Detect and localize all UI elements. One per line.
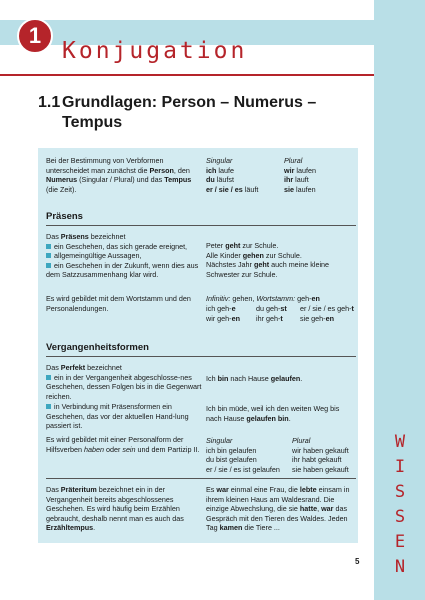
perfekt-row: wir haben gekauft (292, 445, 349, 455)
praeteritum-example: Es war einmal eine Frau, die lebte einsam in ihrem kleinen Haus am Waldesrand. Die einzige Abwechslung, die sie hatte, war das Gespräch mit den Tieren des Waldes. Jeden Tag kamen die Tiere ... (206, 485, 350, 533)
perfekt-intro: Das Perfekt bezeichnet (46, 363, 122, 372)
chapter-number-badge: 1 (17, 18, 53, 54)
perfekt-row: er / sie / es ist gelaufen (206, 464, 280, 474)
intro-row: er / sie / es läuft (206, 184, 259, 194)
page-number: 5 (355, 557, 360, 566)
praesens-form: ihr geh-t (256, 313, 283, 323)
praesens-form: ich geh-e (206, 304, 236, 313)
chapter-rule (0, 74, 374, 76)
side-letter: I (394, 457, 406, 477)
perfekt-singular-label: Singular (206, 436, 233, 445)
intro-text: Bei der Bestimmung von Verbformen unterscheidet man zunächst die Person, den Numerus (Singular / Plural) und das Tempus (die Zeit). (46, 156, 192, 194)
section-title-line1: Grundlagen: Person – Numerus – (62, 94, 317, 111)
praesens-form: er / sie / es geh-t (300, 304, 354, 313)
praesens-formation: Es wird gebildet mit dem Wortstamm und den Personalendungen. (46, 294, 191, 313)
intro-plural-label: Plural (284, 156, 303, 165)
praesens-formation-example: Infinitiv: gehen, Wortstamm: geh-en (206, 294, 320, 303)
intro-row: wir laufen (284, 165, 316, 175)
perfekt-row: sie haben gekauft (292, 464, 349, 474)
chapter-title: Konjugation (62, 38, 248, 64)
perfekt-item: ein in der Vergangenheit abgeschlosse-nes Geschehen, dessen Folgen bis in die Gegenwart reichen. (46, 372, 202, 401)
praesens-heading: Präsens (46, 211, 83, 222)
intro-row: ich laufe (206, 165, 234, 175)
perfekt-row: du bist gelaufen (206, 455, 257, 464)
praeteritum-text: Das Präteritum bezeichnet ein in der Vergangenheit bereits abgeschlossenes Geschehen. Es wird häufig beim Erzählen gebraucht, deshalb nennt man es auch das Erzähltempus. (46, 485, 184, 533)
praesens-form: sie geh-en (300, 313, 334, 323)
section-title (38, 93, 358, 133)
content-box (38, 148, 358, 543)
section-title-line2: Tempus (62, 114, 123, 131)
praesens-form: wir geh-en (206, 313, 240, 323)
intro-row: ihr lauft (284, 175, 309, 184)
side-label (390, 430, 410, 580)
perfekt-row: ich bin gelaufen (206, 445, 257, 455)
intro-row: sie laufen (284, 184, 316, 194)
perfekt-example: Ich bin müde, weil ich den weiten Weg bis nach Hause gelaufen bin. (206, 404, 340, 423)
side-letter: W (394, 432, 406, 452)
intro-row: du läufst (206, 175, 234, 184)
perfekt-example: Ich bin nach Hause gelaufen. (206, 374, 303, 383)
perfekt-item: in Verbindung mit Präsensformen ein Geschehen, das vor der aktuellen Hand-lung passiert ist. (46, 402, 189, 431)
praesens-form: du geh-st (256, 304, 287, 313)
vergangenheit-heading: Vergangenheitsformen (46, 342, 149, 353)
divider (46, 225, 356, 226)
perfekt-row: ihr habt gekauft (292, 455, 342, 464)
perfekt-plural-label: Plural (292, 436, 311, 445)
divider (46, 356, 356, 357)
section-number: 1.1 (38, 94, 61, 111)
side-letter: S (394, 507, 406, 527)
intro-singular-label: Singular (206, 156, 233, 165)
praesens-examples: Peter geht zur Schule. Alle Kinder gehen zur Schule. Nächstes Jahr geht auch meine kleine Schwester zur Schule. (206, 241, 330, 279)
side-letter: E (394, 532, 406, 552)
side-letter: S (394, 482, 406, 502)
divider (46, 478, 356, 479)
perfekt-formation: Es wird gebildet mit einer Personalform der Hilfsverben haben oder sein und dem Partizip II. (46, 435, 200, 454)
praesens-description: Das Präsens bezeichnet ein Geschehen, das sich gerade ereignet, allgemeingültige Aussagen, ein Geschehen in der Zukunft, wenn dies aus dem Satzzusammenhang klar wird. (46, 232, 199, 280)
side-letter: N (394, 557, 406, 577)
